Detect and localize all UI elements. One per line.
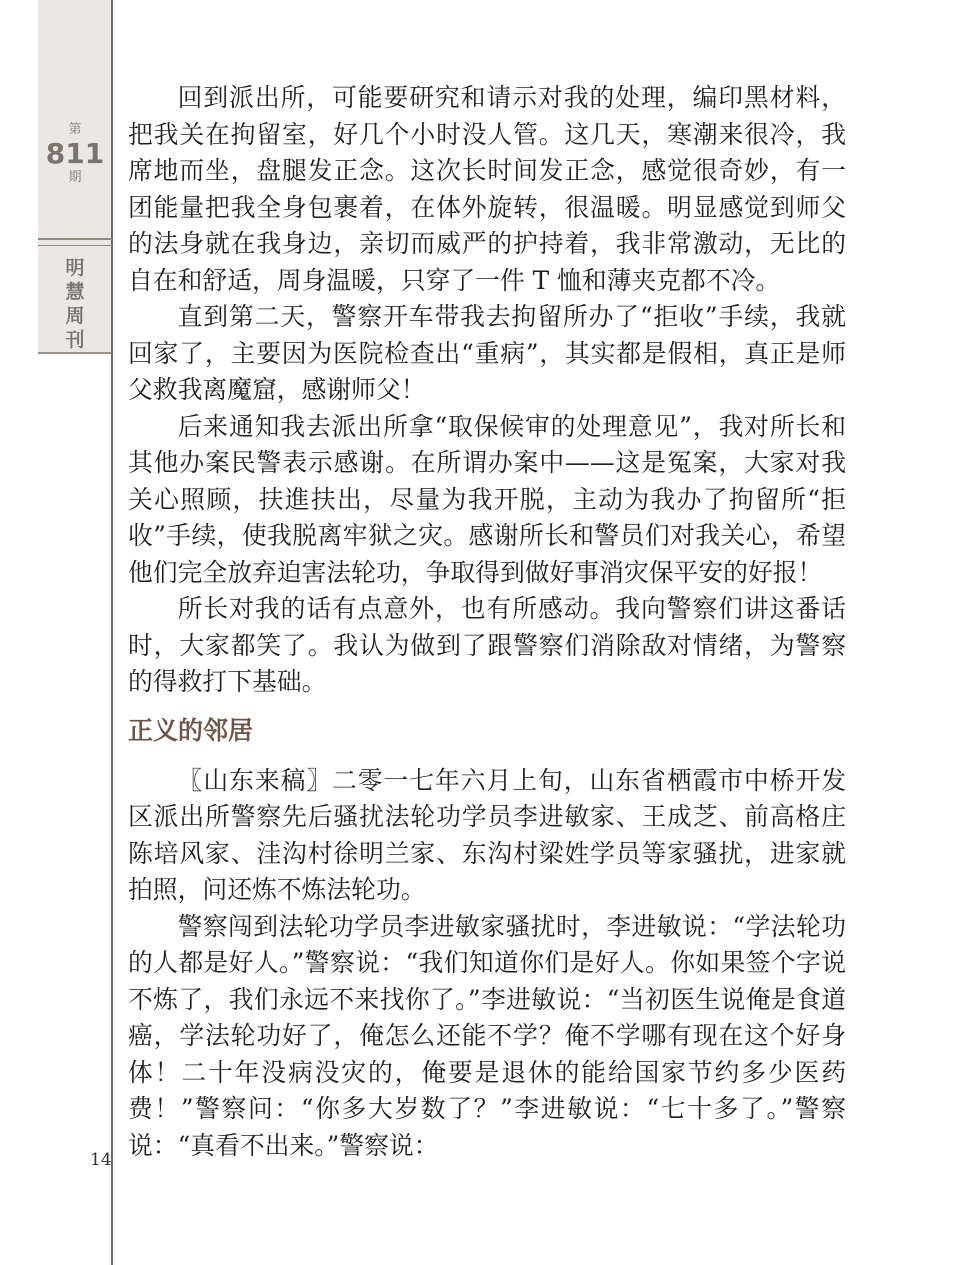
- issue-suffix: 期: [68, 170, 82, 185]
- paragraph: 〖山东来稿〗二零一七年六月上旬，山东省栖霞市中桥开发区派出所警察先后骚扰法轮功学员李进敏家、王成芝、前高格庄陈培风家、洼沟村徐明兰家、东沟村梁姓学员等家骚扰，进家就拍照，问还炼不炼法轮功。: [128, 765, 846, 904]
- paragraph: 所长对我的话有点意外，也有所感动。我向警察们讲这番话时，大家都笑了。我认为做到了跟警察们消除敌对情绪，为警察的得救打下基础。: [128, 594, 846, 696]
- paragraph: 回到派出所，可能要研究和请示对我的处理，编印黑材料，把我关在拘留室，好几个小时没人管。这几天，寒潮来很冷，我席地而坐，盘腿发正念。这次长时间发正念，感觉很奇妙，有一团能量把我全身包裹着，在体外旋转，很温暖。明显感觉到师父的法身就在我身边，亲切而威严的护持着，我非常激动，无比的自在和舒适，周身温暖，只穿了一件 T 恤和薄夹克都不冷。: [128, 83, 846, 295]
- article-body: [128, 80, 846, 1164]
- issue-prefix: 第: [68, 122, 82, 137]
- issue-marker: [38, 120, 112, 188]
- page-number: 14: [90, 1150, 112, 1170]
- magazine-name-vertical: 明慧周刊: [65, 257, 85, 351]
- paragraph: 警察闯到法轮功学员李进敏家骚扰时，李进敏说：“学法轮功的人都是好人。”警察说：“我们知道你们是好人。你如果签个字说不炼了，我们永远不来找你了。”李进敏说：“当初医生说俺是食道癌，学法轮功好了，俺怎么还能不学？俺不学哪有现在这个好身体！二十年没病没灾的，俺要是退休的能给国家节约多少医药费！”警察问：“你多大岁数了？”李进敏说：“七十多了。”警察说：“真看不出来。”警察说：: [128, 911, 846, 1160]
- section-heading: 正义的邻居: [128, 715, 254, 745]
- sidebar-divider: [38, 238, 112, 246]
- magazine-name: [38, 256, 112, 352]
- paragraph: 后来通知我去派出所拿“取保候审的处理意见”，我对所长和其他办案民警表示感谢。在所谓办案中——这是冤案，大家对我关心照顾，扶進扶出，尽量为我开脱，主动为我办了拘留所“拒收”手续，使我脱离牢狱之灾。感谢所长和警员们对我关心，希望他们完全放弃迫害法轮功，争取得到做好事消灾保平安的好报！: [128, 411, 846, 587]
- paragraph: 直到第二天，警察开车带我去拘留所办了“拒收”手续，我就回家了，主要因为医院检查出“重病”，其实都是假相，真正是师父救我离魔窟，感谢师父！: [128, 302, 846, 404]
- issue-number: 811: [45, 137, 105, 170]
- margin-rule: [111, 0, 113, 1265]
